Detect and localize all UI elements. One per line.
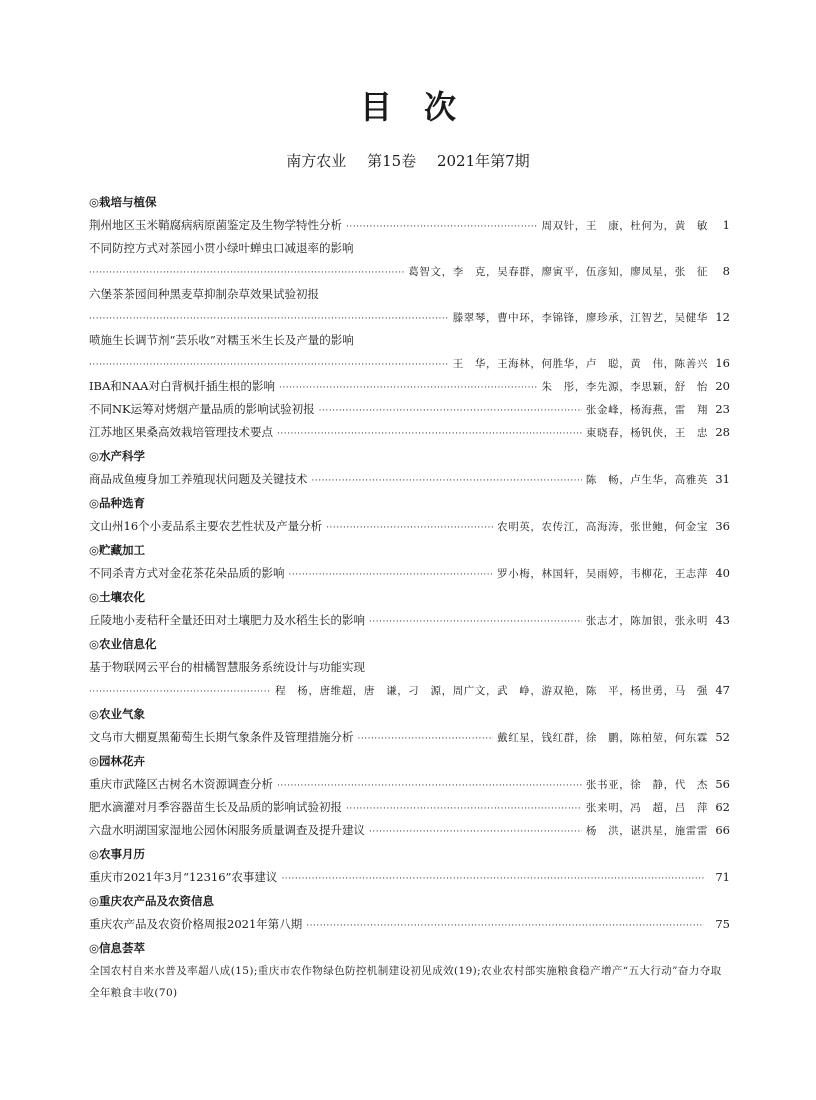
entry-page-number: 16: [715, 356, 730, 370]
entry-authors: 葛智文，李 克，吴春群，廖寅平，伍彦知，廖凤星，张 征: [408, 266, 708, 278]
entry-authors: 农明英，农传江，高海涛，张世鲍，何金宝: [497, 521, 708, 533]
entry-page-number: 56: [715, 777, 730, 791]
entry-authors: 滕翠琴，曹中环，李锦锋，廖珍承，江智艺，吴健华: [452, 312, 708, 324]
entry-authors: 程 杨，唐维超，唐 谦，刁 源，周广文，武 峥，游双艳，陈 平，杨世勇，马 强: [275, 685, 708, 697]
leader-dots: [312, 470, 582, 493]
leader-dots: [369, 821, 582, 844]
section-heading: ◎农业信息化: [89, 637, 157, 651]
entry-authors: 東晓春，杨钒侠，王 忠: [585, 427, 708, 439]
entry-authors: 陈 畅，卢生华，高雅英: [585, 474, 708, 486]
entry-page-number: 47: [715, 683, 730, 697]
toc-entry-row[interactable]: [89, 796, 730, 819]
entry-authors: 周双针，王 康，杜何为，黄 敏: [541, 220, 708, 232]
news-digest-text: 全国农村自来水普及率超八成(15);重庆市农作物绿色防控机制建设初见成效(19);农业农村部实施粮食稳产增产“五大行动”奋力夺取全年粮食丰收(70): [89, 965, 722, 999]
entry-title: 江苏地区果桑高效栽培管理技术要点: [89, 425, 273, 439]
leader-dots: [277, 775, 582, 798]
section-heading: ◎园林花卉: [89, 754, 146, 768]
section-heading: ◎栽培与植保: [89, 195, 157, 209]
entry-page-number: 23: [715, 402, 730, 416]
entry-title: 不同杀青方式对金花茶花朵品质的影响: [89, 566, 285, 580]
toc-entry-row[interactable]: [89, 866, 730, 889]
entry-title: 重庆市武隆区古树名木资源调查分析: [89, 777, 273, 791]
entry-authors: 王 华，王海林，何胜华，卢 聪，黄 伟，陈善兴: [452, 358, 708, 370]
entry-title: 丘陵地小麦秸秆全量还田对土壤肥力及水稻生长的影响: [89, 613, 365, 627]
leader-dots: [306, 915, 704, 938]
entry-page-number: 12: [715, 310, 730, 324]
toc-entry-row[interactable]: [89, 214, 730, 237]
volume-number: 第15卷: [367, 152, 417, 170]
entry-page-number: 20: [715, 379, 730, 393]
leader-dots: [358, 728, 494, 751]
entry-page-number: 1: [722, 218, 730, 232]
toc-entry-row[interactable]: [89, 306, 730, 329]
leader-dots: [346, 798, 582, 821]
section-heading: ◎信息荟萃: [89, 941, 146, 955]
section-heading: ◎重庆农产品及农资信息: [89, 894, 215, 908]
entry-authors: 朱 彤，李先源，李思颖，舒 怡: [541, 381, 708, 393]
leader-dots: [346, 216, 538, 239]
entry-title: 肥水滴灌对月季容器苗生长及品质的影响试验初报: [89, 800, 342, 814]
entry-title[interactable]: 喷施生长调节剂“芸乐收”对糯玉米生长及产量的影响: [89, 333, 354, 347]
leader-dots: [277, 423, 582, 446]
entry-page-number: 43: [715, 613, 730, 627]
entry-page-number: 75: [715, 917, 730, 931]
entry-page-number: 52: [715, 730, 730, 744]
leader-dots: [281, 868, 704, 891]
entry-title: 商品成鱼瘦身加工养殖现状问题及关键技术: [89, 472, 308, 486]
toc-entry-row[interactable]: [89, 819, 730, 842]
toc-entry-row[interactable]: [89, 260, 730, 283]
entry-title: 重庆农产品及农资价格周报2021年第八期: [89, 917, 303, 931]
entry-authors: 戴红星，钱红群，徐 鹏，陈柏堃，何东霖: [497, 732, 708, 744]
entry-title[interactable]: 六堡茶茶园间种黑麦草抑制杂草效果试验初报: [89, 287, 319, 301]
leader-dots: [89, 354, 449, 377]
toc-entry-row[interactable]: [89, 773, 730, 796]
section-heading: ◎水产科学: [89, 449, 146, 463]
entry-title: 文山州16个小麦品系主要农艺性状及产量分析: [89, 519, 323, 533]
table-of-contents: [89, 190, 730, 1004]
leader-dots: [89, 308, 449, 331]
entry-page-number: 71: [715, 870, 730, 884]
entry-page-number: 31: [715, 472, 730, 486]
section-heading: ◎农事月历: [89, 847, 146, 861]
entry-title: 文乌市大棚夏黑葡萄生长期气象条件及管理措施分析: [89, 730, 354, 744]
entry-page-number: 62: [715, 800, 730, 814]
entry-authors: 杨 洪，谌洪星，施雷雷: [585, 825, 708, 837]
section-heading: ◎土壤农化: [89, 590, 146, 604]
journal-name: 南方农业: [286, 152, 347, 170]
entry-authors: 张志才，陈加银，张永明: [585, 615, 708, 627]
leader-dots: [89, 681, 271, 704]
leader-dots: [89, 262, 404, 285]
entry-title: 荆州地区玉米鞘腐病病原菌鉴定及生物学特性分析: [89, 218, 342, 232]
entry-title[interactable]: 不同防控方式对茶园小贯小绿叶蝉虫口减退率的影响: [89, 241, 354, 255]
toc-entry-row[interactable]: [89, 515, 730, 538]
toc-entry-row[interactable]: [89, 375, 730, 398]
toc-entry-row[interactable]: [89, 398, 730, 421]
journal-issue-line: [0, 150, 816, 171]
entry-page-number: 40: [715, 566, 730, 580]
section-heading: ◎贮藏加工: [89, 543, 146, 557]
entry-page-number: 28: [715, 425, 730, 439]
toc-entry-row[interactable]: [89, 421, 730, 444]
issue-date: 2021年第7期: [436, 152, 530, 170]
entry-page-number: 66: [715, 823, 730, 837]
toc-entry-row[interactable]: [89, 352, 730, 375]
leader-dots: [326, 517, 493, 540]
page-title: 目 次: [359, 88, 456, 126]
toc-entry-row[interactable]: [89, 562, 730, 585]
leader-dots: [279, 377, 538, 400]
leader-dots: [369, 611, 582, 634]
entry-title[interactable]: 基于物联网云平台的柑橘智慧服务系统设计与功能实现: [89, 660, 365, 674]
entry-title: 重庆市2021年3月“12316”农事建议: [89, 870, 278, 884]
entry-authors: 罗小梅，林国轩，吴雨婷，韦柳花，王志萍: [497, 568, 708, 580]
entry-title: 六盘水明湖国家湿地公园休闲服务质量调查及提升建议: [89, 823, 365, 837]
toc-entry-row[interactable]: [89, 726, 730, 749]
leader-dots: [319, 400, 582, 423]
section-heading: ◎品种选育: [89, 496, 146, 510]
toc-entry-row[interactable]: [89, 609, 730, 632]
entry-page-number: 36: [715, 519, 730, 533]
entry-page-number: 8: [722, 264, 730, 278]
entry-title: 不同NK运筹对烤烟产量品质的影响试验初报: [89, 402, 315, 416]
toc-entry-row[interactable]: [89, 468, 730, 491]
toc-entry-row[interactable]: [89, 679, 730, 702]
entry-authors: 张书亚，徐 静，代 杰: [585, 779, 708, 791]
entry-authors: 张金峰，杨海燕，雷 翔: [585, 404, 708, 416]
entry-authors: 张来明，冯 超，吕 萍: [585, 802, 708, 814]
toc-entry-row[interactable]: [89, 913, 730, 936]
entry-title: IBA和NAA对白背枫扦插生根的影响: [89, 379, 275, 393]
section-heading: ◎农业气象: [89, 707, 146, 721]
leader-dots: [289, 564, 494, 587]
